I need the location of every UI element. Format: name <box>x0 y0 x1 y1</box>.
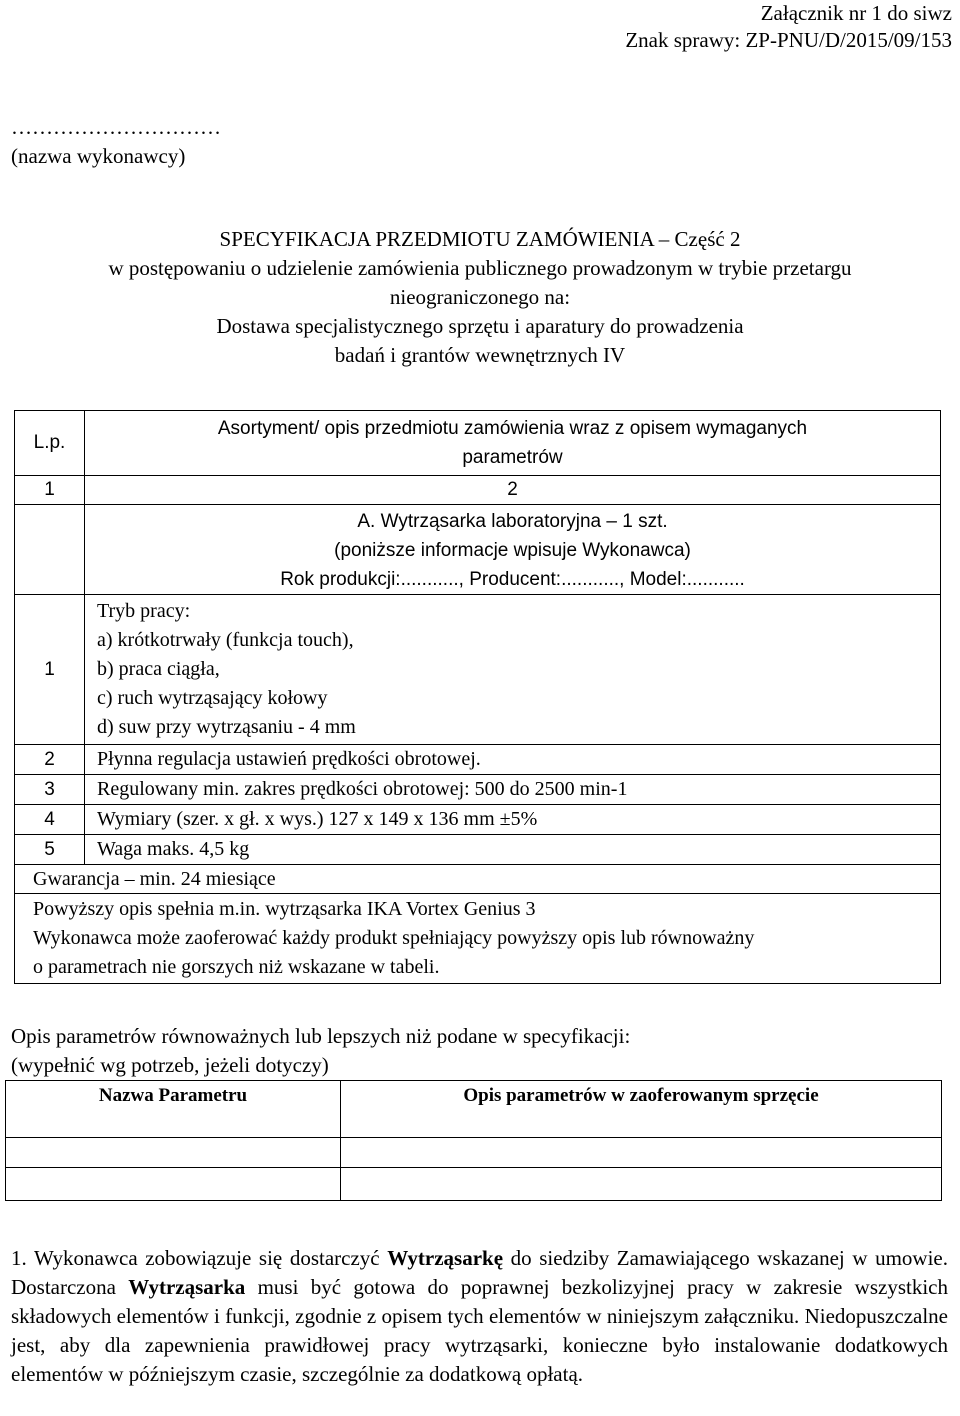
item-fields: Rok produkcji:..........., Producent:..........., Model:........... <box>280 569 745 590</box>
contractor-dots: ………………………… <box>11 115 221 139</box>
table-row <box>15 745 941 775</box>
equivalents-table <box>5 1080 942 1201</box>
item-note: (poniższe informacje wpisuje Wykonawca) <box>334 540 691 561</box>
item-title: A. Wytrząsarka laboratoryjna – 1 szt. <box>357 511 668 532</box>
column-number-row <box>15 476 941 505</box>
table-row <box>15 775 941 805</box>
case-number: Znak sprawy: ZP-PNU/D/2015/09/153 <box>625 28 952 52</box>
row-line: Tryb pracy: <box>97 600 191 622</box>
parameter-name-cell[interactable] <box>6 1168 341 1201</box>
item-header-lp <box>15 505 85 595</box>
note-line-3: o parametrach nie gorszych niż wskazane w tabeli. <box>33 956 440 978</box>
title-line-1: SPECYFIKACJA PRZEDMIOTU ZAMÓWIENIA – Część 2 <box>219 227 741 251</box>
lp-header: L.p. <box>15 411 85 476</box>
table-row <box>15 835 941 865</box>
parameter-name-cell[interactable] <box>6 1138 341 1168</box>
clause-bold: Wytrząsarkę <box>387 1246 504 1270</box>
note-cell <box>15 894 941 984</box>
row-line: d) suw przy wytrząsaniu - 4 mm <box>97 716 356 738</box>
row-description: Wymiary (szer. x gł. x wys.) 127 x 149 x 136 mm ±5% <box>85 805 941 835</box>
title-line-3: nieograniczonego na: <box>389 285 571 309</box>
contractor-label: (nazwa wykonawcy) <box>11 144 186 168</box>
row-description: Płynna regulacja ustawień prędkości obrotowej. <box>85 745 941 775</box>
row-lp: 3 <box>15 775 85 805</box>
row-description <box>85 595 941 745</box>
document-title <box>0 225 960 370</box>
note-line-2: Wykonawca może zaoferować każdy produkt spełniający powyższy opis lub równoważny <box>33 927 755 949</box>
row-description: Regulowany min. zakres prędkości obrotowej: 500 do 2500 min-1 <box>85 775 941 805</box>
item-header-cell <box>85 505 941 595</box>
description-header <box>85 411 941 476</box>
table-row <box>15 805 941 835</box>
row-description: Waga maks. 4,5 kg <box>85 835 941 865</box>
title-line-4: Dostawa specjalistycznego sprzętu i aparatury do prowadzenia <box>216 314 744 338</box>
equivalents-header-row <box>6 1081 942 1138</box>
equivalents-intro <box>11 1022 630 1080</box>
equivalents-intro-line-2: (wypełnić wg potrzeb, jeżeli dotyczy) <box>11 1053 329 1077</box>
note-row <box>15 894 941 984</box>
title-line-5: badań i grantów wewnętrznych IV <box>334 343 626 367</box>
description-header-line-1: Asortyment/ opis przedmiotu zamówienia wraz z opisem wymaganych <box>217 418 808 439</box>
equivalents-row <box>6 1138 942 1168</box>
column-number-1: 1 <box>15 476 85 505</box>
clause-text: do siedziby Zamawiającego wskazanej w umowie. Dostarczona <box>11 1246 948 1299</box>
attachment-number: Załącznik nr 1 do siwz <box>760 1 952 25</box>
row-lp: 5 <box>15 835 85 865</box>
warranty-text: Gwarancja – min. 24 miesiące <box>15 865 941 894</box>
row-lp: 4 <box>15 805 85 835</box>
table-header-row <box>15 411 941 476</box>
row-line: b) praca ciągła, <box>97 658 220 680</box>
warranty-row <box>15 865 941 894</box>
parameter-description-cell[interactable] <box>341 1138 942 1168</box>
row-lp: 1 <box>15 595 85 745</box>
clause-text: 1. Wykonawca zobowiązuje się dostarczyć <box>11 1246 388 1270</box>
clause-bold: Wytrząsarka <box>128 1275 246 1299</box>
row-line: c) ruch wytrząsający kołowy <box>97 687 328 709</box>
equivalents-row <box>6 1168 942 1201</box>
parameter-description-header: Opis parametrów w zaoferowanym sprzęcie <box>341 1081 942 1138</box>
title-line-2: w postępowaniu o udzielenie zamówienia publicznego prowadzonym w trybie przetargu <box>108 256 852 280</box>
parameter-description-cell[interactable] <box>341 1168 942 1201</box>
row-line: a) krótkotrwały (funkcja touch), <box>97 629 354 651</box>
contractor-block <box>11 113 221 171</box>
clause-paragraph <box>11 1244 948 1389</box>
description-header-line-2: parametrów <box>462 447 563 468</box>
parameter-name-header: Nazwa Parametru <box>6 1081 341 1138</box>
specification-table <box>14 410 941 984</box>
note-line-1: Powyższy opis spełnia m.in. wytrząsarka IKA Vortex Genius 3 <box>33 898 536 920</box>
clause-text: musi być gotowa do poprawnej bezkolizyjnej pracy w zakresie wszystkich składowych elementów i funkcji, zgodnie z opisem tych elementów w niniejszym załączniku. Niedopuszczalne jest, aby dla zapewnienia prawidłowej pracy wytrząsarki, konieczne było instalowanie dodatkowych elementów w późniejszym czasie, szczególnie za dodatkową opłatą. <box>11 1275 948 1386</box>
row-lp: 2 <box>15 745 85 775</box>
column-number-2: 2 <box>85 476 941 505</box>
table-row <box>15 595 941 745</box>
attachment-header <box>625 0 952 54</box>
equivalents-intro-line-1: Opis parametrów równoważnych lub lepszych niż podane w specyfikacji: <box>11 1024 631 1048</box>
item-header-row <box>15 505 941 595</box>
